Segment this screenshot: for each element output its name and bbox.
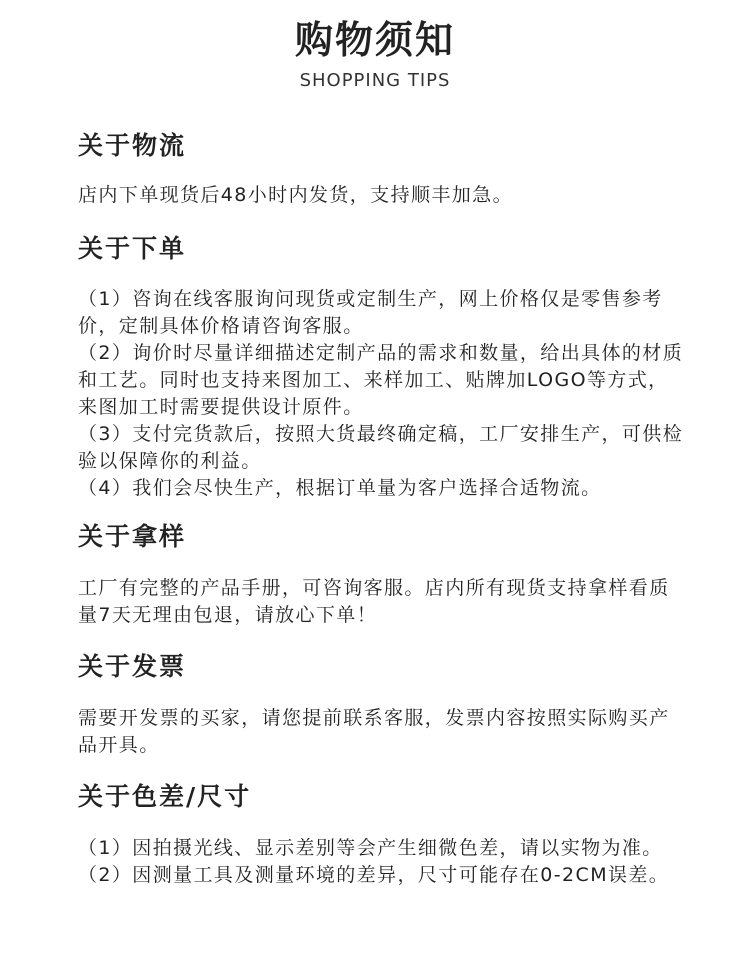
section-body xyxy=(78,705,688,759)
paragraph: 需要开发票的买家，请您提前联系客服，发票内容按照实际购买产品开具。 xyxy=(78,707,670,756)
paragraph: （3）支付完货款后，按照大货最终确定稿，工厂安排生产，可供检验以保障你的利益。 xyxy=(78,423,684,472)
page-header xyxy=(0,14,750,92)
page-subtitle: SHOPPING TIPS xyxy=(299,70,451,91)
paragraph: （4）我们会尽快生产，根据订单量为客户选择合适物流。 xyxy=(78,477,602,499)
section-title: 关于色差/尺寸 xyxy=(78,782,252,811)
section-title: 关于发票 xyxy=(78,652,187,681)
section-body xyxy=(78,286,688,502)
section-ordering xyxy=(78,233,688,502)
page-title: 购物须知 xyxy=(294,18,455,62)
section-body xyxy=(78,575,688,629)
section-color-size xyxy=(78,781,688,889)
section-title: 关于拿样 xyxy=(78,522,187,551)
section-logistics xyxy=(78,130,688,209)
section-title: 关于物流 xyxy=(78,131,187,160)
section-body xyxy=(78,182,688,209)
paragraph: （2）因测量工具及测量环境的差异，尺寸可能存在0-2CM误差。 xyxy=(78,864,670,886)
paragraph: 工厂有完整的产品手册，可咨询客服。店内所有现货支持拿样看质量7天无理由包退，请放心下单！ xyxy=(78,577,670,626)
section-title: 关于下单 xyxy=(78,234,187,263)
paragraph: （1）因拍摄光线、显示差别等会产生细微色差，请以实物为准。 xyxy=(78,837,663,859)
section-invoice xyxy=(78,651,688,759)
paragraph: 店内下单现货后48小时内发货，支持顺丰加急。 xyxy=(78,184,513,206)
section-body xyxy=(78,835,688,889)
paragraph: （2）询价时尽量详细描述定制产品的需求和数量，给出具体的材质和工艺。同时也支持来图加工、来样加工、贴牌加LOGO等方式，来图加工时需要提供设计原件。 xyxy=(78,342,684,418)
paragraph: （1）咨询在线客服询问现货或定制生产，网上价格仅是零售参考价，定制具体价格请咨询客服。 xyxy=(78,288,663,337)
section-samples xyxy=(78,521,688,629)
